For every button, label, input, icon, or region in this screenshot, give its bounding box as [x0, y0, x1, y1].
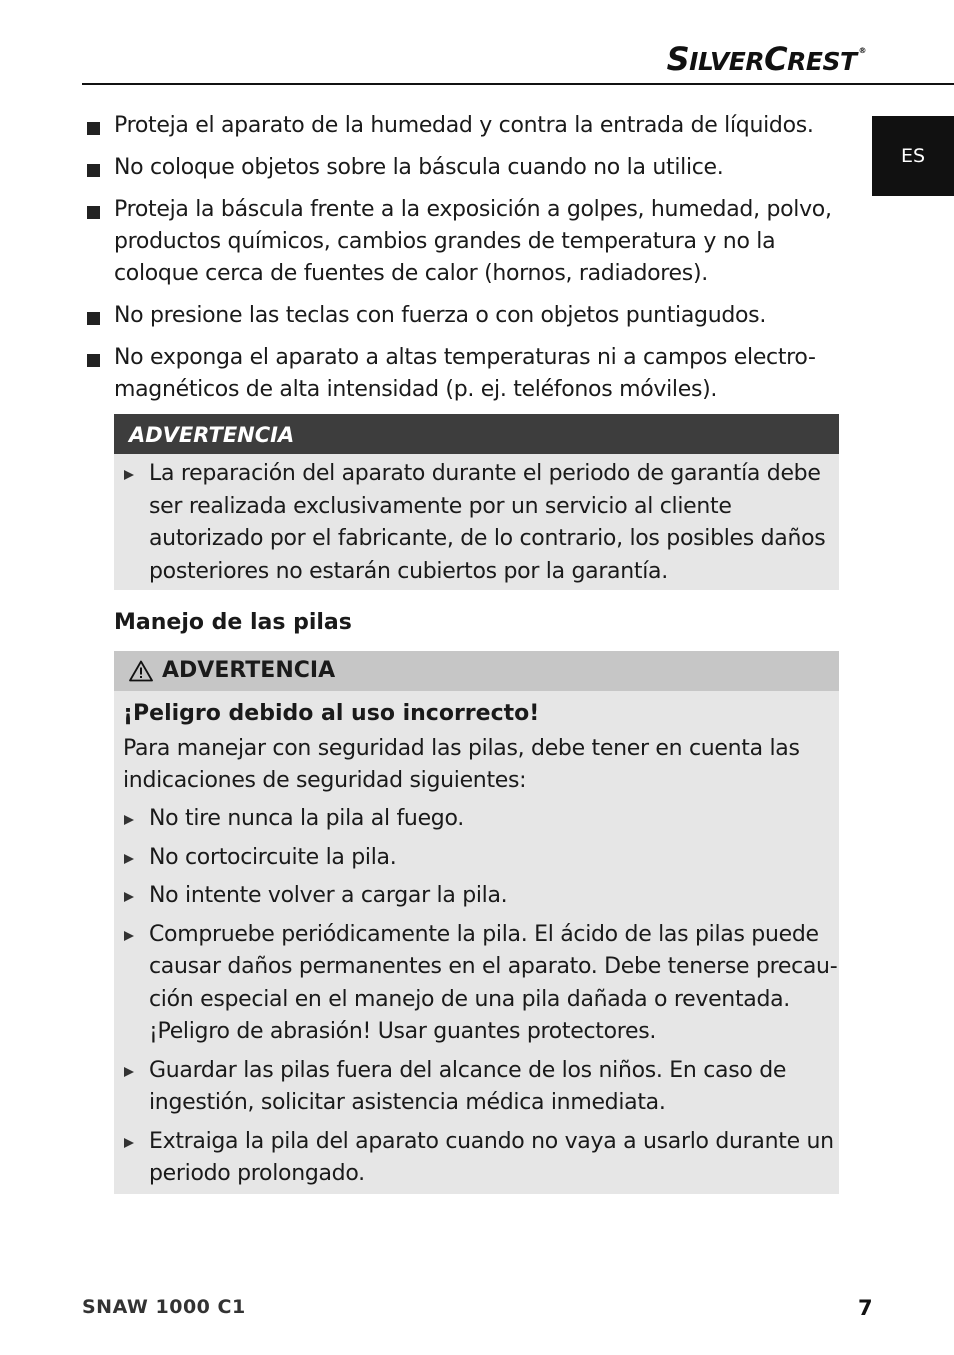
square-bullet-icon: [87, 164, 100, 177]
list-item: No exponga el aparato a altas temperaturas ni a campos electro-magnéticos de alta intensidad (p. ej. teléfonos móviles).: [87, 342, 847, 406]
battery-warning-box: [114, 651, 839, 1194]
warning-title: ADVERTENCIA: [162, 658, 336, 683]
arrow-bullet-icon: [124, 815, 134, 825]
arrow-bullet-icon: [124, 931, 134, 941]
arrow-bullet-icon: [124, 1067, 134, 1077]
list-item: La reparación del aparato durante el periodo de garantía debe ser realizada exclusivamente por un servicio al cliente autorizado por el fabricante, de lo contrario, los posibles daños posteriores no estarán cubiertos por la garantía.: [114, 458, 839, 588]
list-item: No cortocircuite la pila.: [123, 842, 839, 875]
square-bullet-icon: [87, 354, 100, 367]
list-item: Proteja el aparato de la humedad y contra la entrada de líquidos.: [87, 110, 847, 142]
list-item: No tire nunca la pila al fuego.: [123, 803, 839, 836]
model-number: SNAW 1000 C1: [82, 1296, 246, 1318]
page-number: 7: [858, 1296, 873, 1320]
square-bullet-icon: [87, 312, 100, 325]
warning-subtitle: ¡Peligro debido al uso incorrecto!: [123, 701, 540, 726]
arrow-bullet-icon: [124, 854, 134, 864]
notice-title: ADVERTENCIA: [114, 414, 839, 454]
list-item: Compruebe periódicamente la pila. El ácido de las pilas puede causar daños permanentes en el aparato. Debe tenerse precau-ción especial en el manejo de una pila dañada o reventada. ¡Peligro de abrasión! Usar guantes protectores.: [123, 919, 839, 1049]
square-bullet-icon: [87, 206, 100, 219]
list-item: Guardar las pilas fuera del alcance de los niños. En caso de ingestión, solicitar asistencia médica inmediata.: [123, 1055, 839, 1120]
warning-triangle-icon: [129, 660, 153, 682]
list-item: No presione las teclas con fuerza o con objetos puntiagudos.: [87, 300, 847, 332]
arrow-bullet-icon: [124, 1138, 134, 1148]
list-item: No coloque objetos sobre la báscula cuando no la utilice.: [87, 152, 847, 184]
list-item: No intente volver a cargar la pila.: [123, 880, 839, 913]
brand-logo: SILVERCREST ®: [666, 40, 866, 78]
language-tab: ES: [872, 116, 954, 196]
arrow-bullet-icon: [124, 470, 134, 480]
arrow-bullet-icon: [124, 892, 134, 902]
warning-header: [114, 651, 839, 691]
warning-intro: Para manejar con seguridad las pilas, debe tener en cuenta las indicaciones de seguridad siguientes:: [123, 736, 800, 793]
header-rule: [82, 83, 954, 85]
warranty-notice-box: [114, 414, 839, 590]
list-item: Proteja la báscula frente a la exposición a golpes, humedad, polvo, productos químicos, cambios grandes de temperatura y no la coloque cerca de fuentes de calor (hornos, radiadores).: [87, 194, 847, 290]
section-title: Manejo de las pilas: [114, 610, 352, 635]
square-bullet-icon: [87, 122, 100, 135]
list-item: Extraiga la pila del aparato cuando no vaya a usarlo durante un periodo prolongado.: [123, 1126, 839, 1191]
safety-bullet-list: [87, 110, 847, 416]
